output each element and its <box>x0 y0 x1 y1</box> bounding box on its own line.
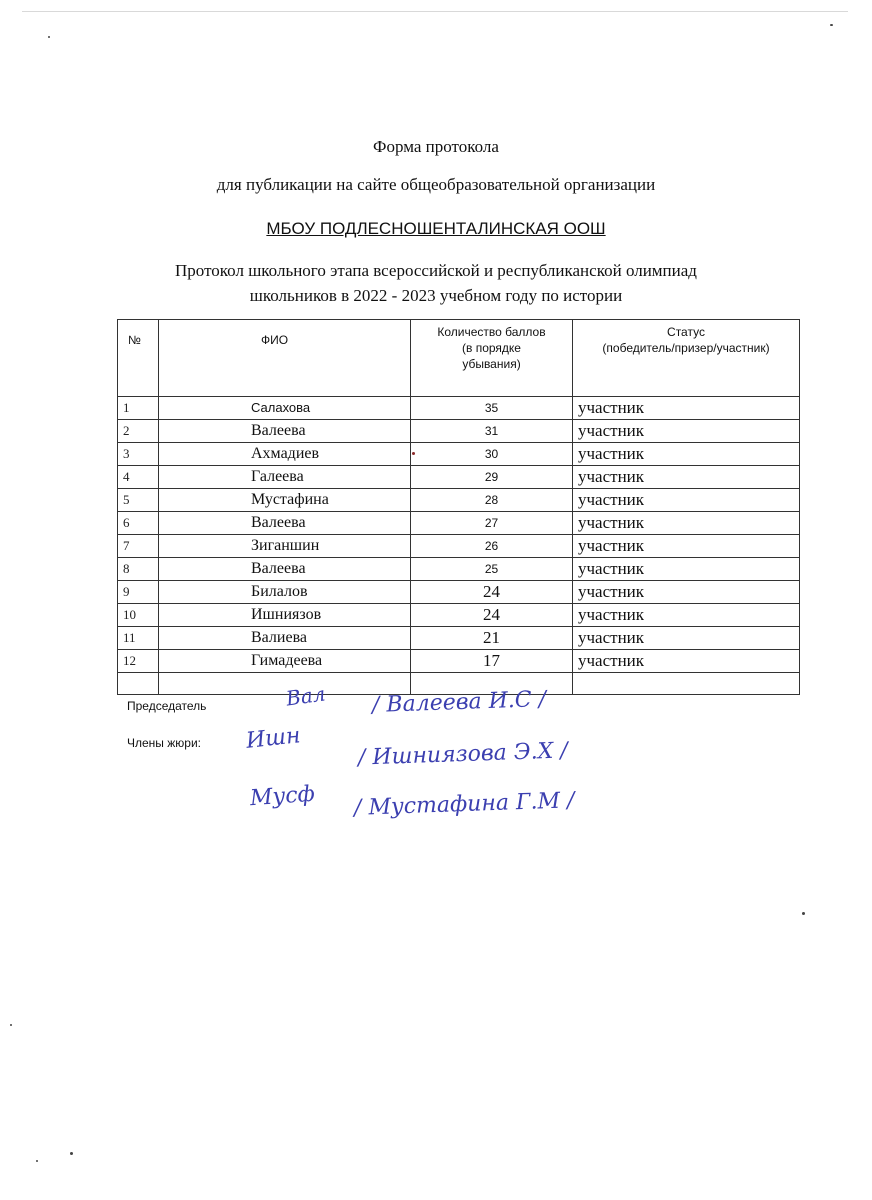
participant-name: Ахмадиев <box>159 443 411 466</box>
empty-cell <box>118 673 159 695</box>
row-number: 11 <box>118 627 159 650</box>
table-row <box>118 627 800 650</box>
row-number: 8 <box>118 558 159 581</box>
participant-name: Гимадеева <box>159 650 411 673</box>
scan-speck <box>70 1152 73 1155</box>
column-header-status-line: Статус <box>667 325 705 339</box>
column-header-number: № <box>118 320 159 397</box>
member1-signature: Ишн <box>244 723 302 754</box>
participant-status: участник <box>573 604 800 627</box>
row-number: 12 <box>118 650 159 673</box>
chair-signature: Вал <box>284 681 327 711</box>
table-row <box>118 420 800 443</box>
scan-speck <box>48 36 50 38</box>
chair-label: Председатель <box>127 699 207 713</box>
participant-score: 17 <box>411 650 573 673</box>
table-row <box>118 535 800 558</box>
column-header-score-line: (в порядке <box>462 341 521 355</box>
table-row <box>118 512 800 535</box>
row-number: 10 <box>118 604 159 627</box>
participant-score: 25 <box>411 558 573 581</box>
scan-speck <box>802 912 805 915</box>
participant-status: участник <box>573 512 800 535</box>
participant-status: участник <box>573 466 800 489</box>
member2-name-handwritten: / Мустафина Г.М / <box>353 788 575 821</box>
participant-status: участник <box>573 443 800 466</box>
participant-score: 28 <box>411 489 573 512</box>
participant-status: участник <box>573 397 800 420</box>
form-title: Форма протокола <box>373 137 499 156</box>
column-header-status <box>573 320 800 397</box>
participant-status: участник <box>573 489 800 512</box>
participant-name: Галеева <box>159 466 411 489</box>
column-header-name: ФИО <box>159 320 411 397</box>
empty-cell <box>573 673 800 695</box>
column-header-status-line: (победитель/призер/участник) <box>602 341 770 355</box>
table-row <box>118 558 800 581</box>
participant-score: 24 <box>411 581 573 604</box>
table-row <box>118 650 800 673</box>
jury-label: Члены жюри: <box>127 736 201 750</box>
column-header-score-line: убывания) <box>462 357 521 371</box>
column-header-score <box>411 320 573 397</box>
table-row <box>118 397 800 420</box>
participant-name: Мустафина <box>159 489 411 512</box>
participant-status: участник <box>573 420 800 443</box>
scan-speck <box>36 1160 38 1162</box>
column-header-score-line: Количество баллов <box>437 325 546 339</box>
protocol-title <box>0 258 872 308</box>
scan-speck <box>10 1024 12 1026</box>
row-number: 9 <box>118 581 159 604</box>
page-top-border <box>22 11 848 12</box>
participant-name: Салахова <box>159 397 411 420</box>
participant-name: Валеева <box>159 512 411 535</box>
participant-score: 24 <box>411 604 573 627</box>
participant-status: участник <box>573 650 800 673</box>
participant-status: участник <box>573 581 800 604</box>
participant-score: 35 <box>411 397 573 420</box>
participant-name: Билалов <box>159 581 411 604</box>
row-number: 5 <box>118 489 159 512</box>
school-name: МБОУ ПОДЛЕСНОШЕНТАЛИНСКАЯ ООШ <box>266 219 606 238</box>
row-number: 6 <box>118 512 159 535</box>
participant-name: Зиганшин <box>159 535 411 558</box>
participant-score: 31 <box>411 420 573 443</box>
participant-name: Валеева <box>159 558 411 581</box>
participant-name: Валеева <box>159 420 411 443</box>
form-subtitle: для публикации на сайте общеобразовательной организации <box>216 175 656 194</box>
participant-score: 30 <box>411 443 573 466</box>
participant-status: участник <box>573 627 800 650</box>
row-number: 1 <box>118 397 159 420</box>
chair-name-handwritten: / Валеева И.С / <box>371 686 547 719</box>
table-row <box>118 443 800 466</box>
table-row <box>118 581 800 604</box>
participant-name: Ишниязов <box>159 604 411 627</box>
row-number: 3 <box>118 443 159 466</box>
participant-score: 29 <box>411 466 573 489</box>
table-header-row <box>118 320 800 397</box>
row-number: 7 <box>118 535 159 558</box>
table-row <box>118 466 800 489</box>
table-row <box>118 604 800 627</box>
participant-name: Валиева <box>159 627 411 650</box>
row-number: 2 <box>118 420 159 443</box>
protocol-title-line-2: школьников в 2022 - 2023 учебном году по истории <box>249 286 623 305</box>
member1-name-handwritten: / Ишниязова Э.Х / <box>357 738 569 771</box>
participant-score: 27 <box>411 512 573 535</box>
table-row <box>118 489 800 512</box>
participant-score: 21 <box>411 627 573 650</box>
participant-status: участник <box>573 558 800 581</box>
row-number: 4 <box>118 466 159 489</box>
participant-status: участник <box>573 535 800 558</box>
participant-score: 26 <box>411 535 573 558</box>
member2-signature: Мусф <box>249 781 316 812</box>
scan-speck <box>830 24 833 26</box>
results-table <box>117 319 800 695</box>
protocol-title-line-1: Протокол школьного этапа всероссийской и республиканской олимпиад <box>175 261 697 280</box>
